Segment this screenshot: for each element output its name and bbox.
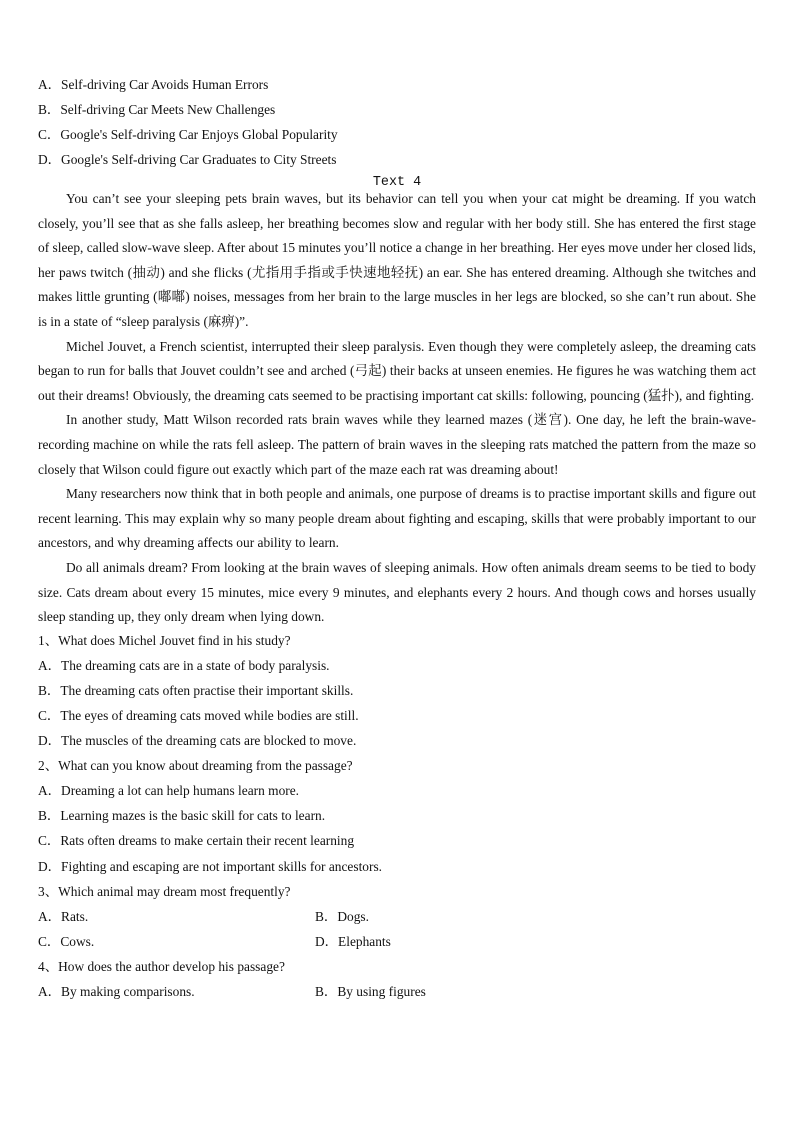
question-2-option-c: C．Rats often dreams to make certain their recent learning xyxy=(38,833,355,849)
passage-title: Text 4 xyxy=(372,175,422,190)
question-1-option-c: C．The eyes of dreaming cats moved while bodies are still. xyxy=(38,707,359,723)
paragraph: Do all animals dream? From looking at the brain waves of sleeping animals. How often animals dream seems to be tied to body size. Cats dream about every 15 minutes, mice every 9 minutes, and elephants every 2 hours. And though cows and horses usually sleep standing up, they only dream when lying down. xyxy=(38,559,756,625)
question-1-option-d: D．The muscles of the dreaming cats are blocked to move. xyxy=(38,733,357,749)
question-1-option-b: B．The dreaming cats often practise their important skills. xyxy=(38,682,354,698)
option-a: A．Self-driving Car Avoids Human Errors xyxy=(38,77,269,92)
question-4-options-row-1 xyxy=(38,981,756,1006)
questions xyxy=(38,630,756,1006)
question-2-option-b: B．Learning mazes is the basic skill for cats to learn. xyxy=(38,808,326,824)
question-3-option-b: B．Dogs. xyxy=(315,908,369,924)
question-1-stem: 1、What does Michel Jouvet find in his study? xyxy=(38,632,291,648)
paragraph: In another study, Matt Wilson recorded rats brain waves while they learned mazes (迷宫). One day, he left the brain-wave-recording machine on while the rats fell asleep. The pattern of brain waves in the sleeping rats matched the pattern from the maze so closely that Wilson could figure out exactly which part of the maze each rat was dreaming about! xyxy=(38,412,756,477)
question-3-options-row-1 xyxy=(38,906,756,931)
question-2-stem: 2、What can you know about dreaming from the passage? xyxy=(38,758,353,774)
option-d: D．Google's Self-driving Car Graduates to City Streets xyxy=(38,152,337,167)
paragraph: You can’t see your sleeping pets brain waves, but its behavior can tell you when your cat might be dreaming. If you watch closely, you’ll see that as she falls asleep, her breathing becomes slow and regular with her body still. She has entered the first stage of sleep, called slow-wave sleep. After about 15 minutes you’ll notice a change in her breathing. Her eyes move under her closed lids, her paws twitch (抽动) and she flicks (尤指用手指或手快速地轻抚) an ear. She has entered dreaming. Although she twitches and makes little grunting (嘟嘟) noises, messages from her brain to the large muscles in her legs are blocked, so she can’t run about. She is in a state of “sleep paralysis (麻痹)”. xyxy=(38,191,756,329)
paragraph: Michel Jouvet, a French scientist, interrupted their sleep paralysis. Even though they were completely asleep, the dreaming cats began to run for balls that Jouvet couldn’t see and arched (弓起) their backs at unseen enemies. He figures he was watching them act out their dreams! Obviously, the dreaming cats seemed to be practising important cat skills: following, pouncing (猛扑), and fighting. xyxy=(38,338,756,403)
document-page xyxy=(38,74,756,1006)
question-2-option-d: D．Fighting and escaping are not important skills for ancestors. xyxy=(38,858,382,874)
option-b: B．Self-driving Car Meets New Challenges xyxy=(38,102,276,117)
question-3-option-c: C．Cows. xyxy=(38,933,95,949)
question-4-option-a: A．By making comparisons. xyxy=(38,984,195,999)
question-2-option-a: A．Dreaming a lot can help humans learn more. xyxy=(38,783,300,799)
question-4-stem: 4、How does the author develop his passage? xyxy=(38,958,285,974)
question-3-option-d: D．Elephants xyxy=(315,933,391,949)
question-3-options-row-2 xyxy=(38,931,756,956)
question-3-stem: 3、Which animal may dream most frequently? xyxy=(38,883,291,899)
previous-question-options xyxy=(38,74,756,174)
question-4-option-b: B．By using figures xyxy=(315,984,426,999)
question-1-option-a: A．The dreaming cats are in a state of body paralysis. xyxy=(38,657,330,673)
paragraph: Many researchers now think that in both people and animals, one purpose of dreams is to practise important skills and figure out recent learning. This may explain why so many people dream about fighting and escaping, skills that were probably important to our ancestors, and why dreaming affects our ability to learn. xyxy=(38,486,756,551)
passage xyxy=(38,187,756,630)
option-c: C．Google's Self-driving Car Enjoys Global Popularity xyxy=(38,127,338,142)
question-3-option-a: A．Rats. xyxy=(38,908,89,924)
